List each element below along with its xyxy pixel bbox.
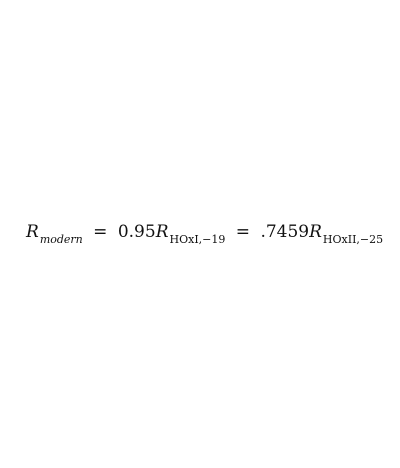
equals-sign-2: = (235, 222, 251, 242)
equation (26, 222, 384, 246)
equation-term-1-subscript: modern (39, 233, 83, 246)
equals-sign-1: = (93, 222, 108, 242)
equation-term-2-coefficient: 0.95 (117, 222, 156, 242)
equation-term-3-subscript: HOxII,−25 (322, 233, 384, 246)
equation-term-2-subscript: HOxI,−19 (169, 233, 226, 246)
equation-term-2-variable: R (155, 222, 169, 242)
equation-term-3-variable: R (309, 222, 322, 242)
equation-term-1-variable: R (26, 222, 39, 242)
equation-term-3-coefficient: .7459 (260, 222, 310, 242)
